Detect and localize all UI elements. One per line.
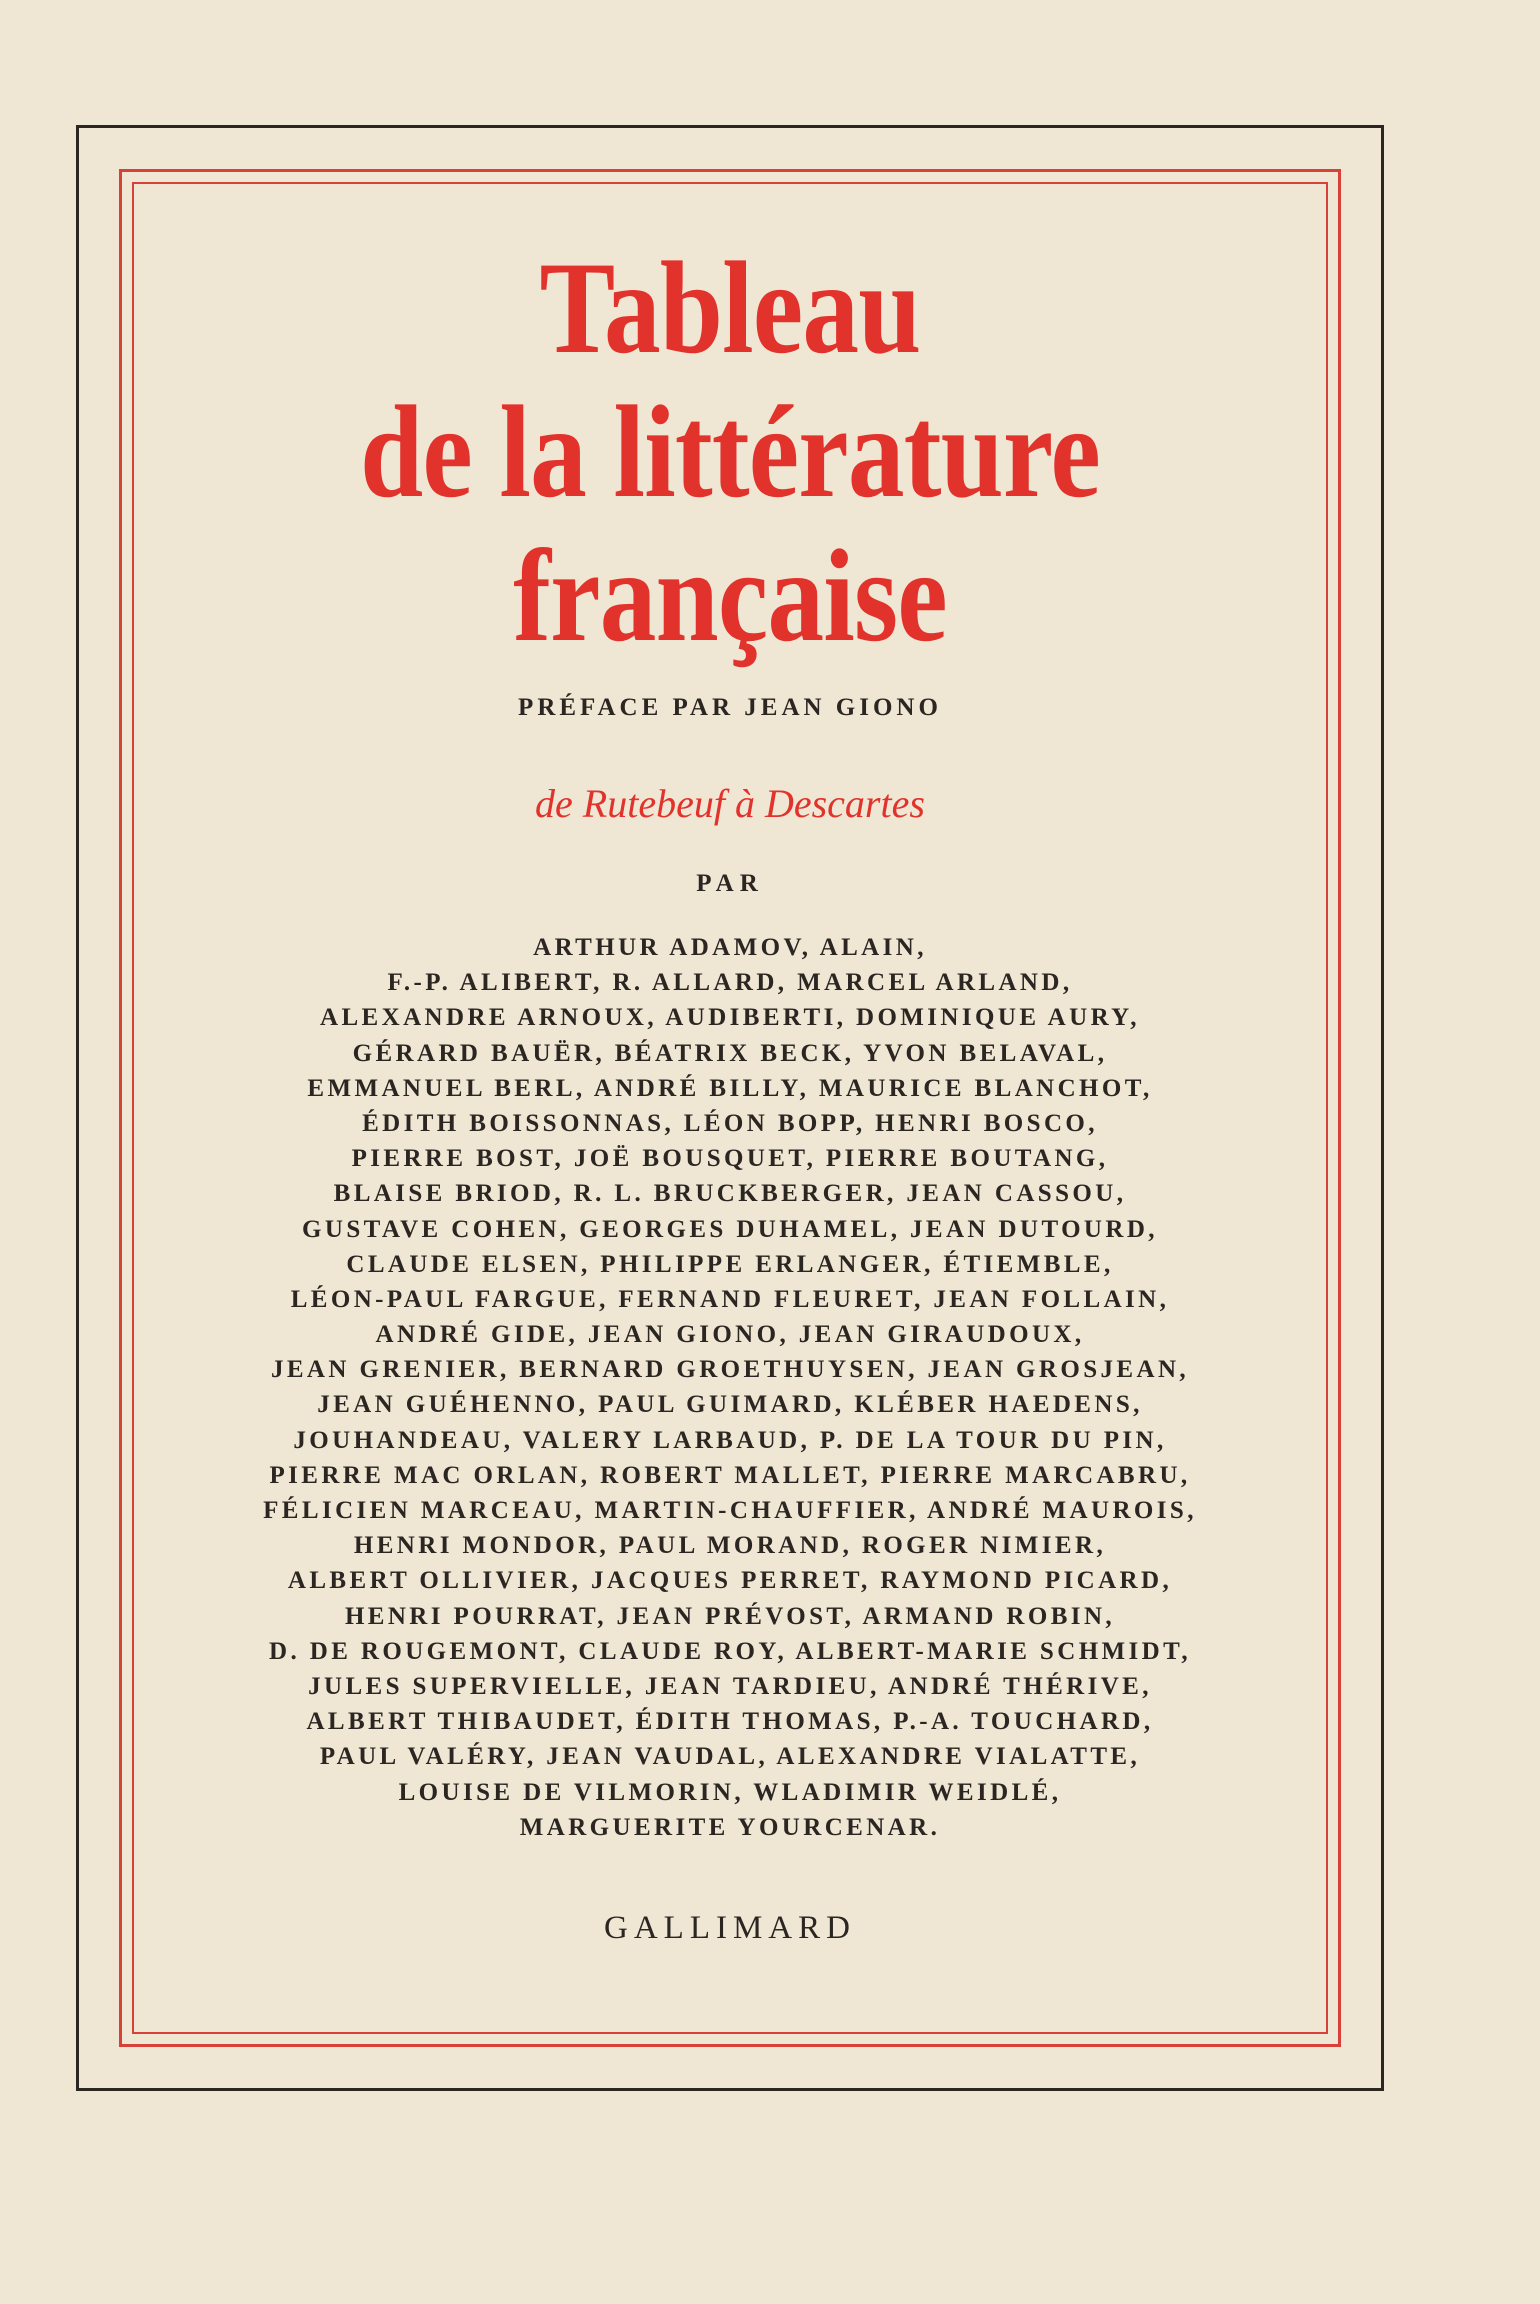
author-line: LÉON-PAUL FARGUE, FERNAND FLEURET, JEAN FOLLAIN, <box>290 1285 1170 1313</box>
author-line: JULES SUPERVIELLE, JEAN TARDIEU, ANDRÉ THÉRIVE, <box>308 1672 1152 1700</box>
author-line: D. DE ROUGEMONT, CLAUDE ROY, ALBERT-MARIE SCHMIDT, <box>269 1637 1191 1665</box>
author-line: LOUISE DE VILMORIN, WLADIMIR WEIDLÉ, <box>398 1778 1062 1806</box>
author-line: ALEXANDRE ARNOUX, AUDIBERTI, DOMINIQUE AURY, <box>320 1004 1140 1032</box>
author-line: BLAISE BRIOD, R. L. BRUCKBERGER, JEAN CASSOU, <box>333 1180 1127 1208</box>
title-line-3: française <box>513 522 947 669</box>
author-line: PIERRE MAC ORLAN, ROBERT MALLET, PIERRE MARCABRU, <box>269 1461 1191 1489</box>
title-line-1: Tableau <box>539 234 921 381</box>
author-line: EMMANUEL BERL, ANDRÉ BILLY, MAURICE BLANCHOT, <box>307 1074 1153 1102</box>
cover-page <box>132 182 1328 2034</box>
par-label: PAR <box>696 870 764 897</box>
preface-line: PRÉFACE PAR JEAN GIONO <box>518 694 942 721</box>
publisher-name: GALLIMARD <box>604 1910 856 1946</box>
subtitle: de Rutebeuf à Descartes <box>535 781 925 826</box>
author-line: PAUL VALÉRY, JEAN VAUDAL, ALEXANDRE VIALATTE, <box>319 1743 1141 1771</box>
author-line: ANDRÉ GIDE, JEAN GIONO, JEAN GIRAUDOUX, <box>375 1321 1085 1349</box>
author-list <box>132 930 1328 1845</box>
author-line: HENRI MONDOR, PAUL MORAND, ROGER NIMIER, <box>353 1532 1107 1560</box>
author-line: JOUHANDEAU, VALERY LARBAUD, P. DE LA TOUR DU PIN, <box>293 1426 1167 1454</box>
author-line: FÉLICIEN MARCEAU, MARTIN-CHAUFFIER, ANDRÉ MAUROIS, <box>263 1497 1197 1524</box>
author-line: PIERRE BOST, JOË BOUSQUET, PIERRE BOUTANG, <box>351 1145 1109 1173</box>
author-line: GUSTAVE COHEN, GEORGES DUHAMEL, JEAN DUTOURD, <box>302 1215 1158 1243</box>
author-line: JEAN GUÉHENNO, PAUL GUIMARD, KLÉBER HAEDENS, <box>317 1391 1143 1419</box>
author-line: CLAUDE ELSEN, PHILIPPE ERLANGER, ÉTIEMBLE, <box>346 1250 1114 1278</box>
author-line: JEAN GRENIER, BERNARD GROETHUYSEN, JEAN GROSJEAN, <box>270 1356 1190 1384</box>
author-line: ÉDITH BOISSONNAS, LÉON BOPP, HENRI BOSCO, <box>362 1109 1098 1137</box>
author-line: ALBERT THIBAUDET, ÉDITH THOMAS, P.-A. TOUCHARD, <box>306 1708 1154 1736</box>
title-line-2: de la littérature <box>360 378 1100 525</box>
author-line: HENRI POURRAT, JEAN PRÉVOST, ARMAND ROBIN, <box>344 1602 1116 1630</box>
author-line: GÉRARD BAUËR, BÉATRIX BECK, YVON BELAVAL, <box>352 1039 1108 1067</box>
author-line: ALBERT OLLIVIER, JACQUES PERRET, RAYMOND PICARD, <box>287 1567 1173 1595</box>
author-line: F.-P. ALIBERT, R. ALLARD, MARCEL ARLAND, <box>387 969 1073 997</box>
author-line: MARGUERITE YOURCENAR. <box>519 1813 941 1841</box>
author-line: ARTHUR ADAMOV, ALAIN, <box>533 934 927 961</box>
